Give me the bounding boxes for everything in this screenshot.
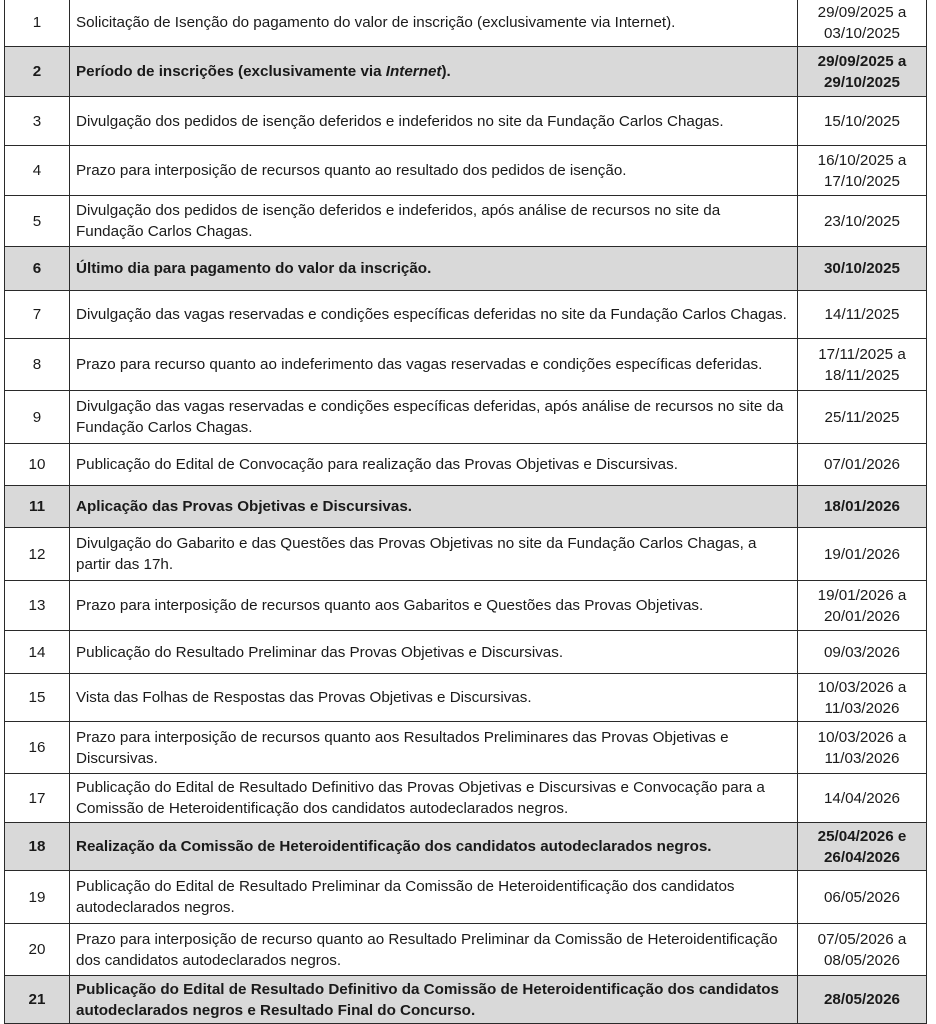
row-description — [70, 47, 798, 97]
table-row — [5, 528, 927, 581]
row-number: 20 — [5, 924, 70, 976]
table-row — [5, 291, 927, 339]
table-row-highlighted — [5, 976, 927, 1024]
description-text-end: ). — [441, 63, 451, 80]
row-description: Publicação do Resultado Preliminar das Provas Objetivas e Discursivas. — [70, 631, 798, 674]
row-date: 14/04/2026 — [798, 774, 927, 823]
row-number: 13 — [5, 581, 70, 631]
row-number: 17 — [5, 774, 70, 823]
row-number: 10 — [5, 444, 70, 486]
row-description: Vista das Folhas de Respostas das Provas Objetivas e Discursivas. — [70, 674, 798, 722]
row-description: Solicitação de Isenção do pagamento do valor de inscrição (exclusivamente via Internet). — [70, 0, 798, 47]
row-date: 07/01/2026 — [798, 444, 927, 486]
row-description: Publicação do Edital de Resultado Definitivo das Provas Objetivas e Discursivas e Convocação para a Comissão de Heteroidentificação dos candidatos autodeclarados negros. — [70, 774, 798, 823]
row-date: 19/01/2026 a 20/01/2026 — [798, 581, 927, 631]
table-row — [5, 97, 927, 146]
schedule-table-body — [5, 0, 927, 1024]
row-date: 19/01/2026 — [798, 528, 927, 581]
table-row — [5, 674, 927, 722]
row-number: 21 — [5, 976, 70, 1024]
row-number: 8 — [5, 339, 70, 391]
table-row-highlighted — [5, 486, 927, 528]
row-number: 9 — [5, 391, 70, 444]
row-number: 1 — [5, 0, 70, 47]
row-date: 17/11/2025 a 18/11/2025 — [798, 339, 927, 391]
table-row-highlighted — [5, 47, 927, 97]
row-number: 6 — [5, 247, 70, 291]
row-number: 7 — [5, 291, 70, 339]
table-row — [5, 581, 927, 631]
table-row — [5, 871, 927, 924]
row-date: 28/05/2026 — [798, 976, 927, 1024]
row-number: 15 — [5, 674, 70, 722]
row-number: 2 — [5, 47, 70, 97]
row-description: Divulgação das vagas reservadas e condições específicas deferidas no site da Fundação Carlos Chagas. — [70, 291, 798, 339]
row-date: 30/10/2025 — [798, 247, 927, 291]
row-description: Divulgação das vagas reservadas e condições específicas deferidas, após análise de recursos no site da Fundação Carlos Chagas. — [70, 391, 798, 444]
row-description: Prazo para interposição de recursos quanto aos Gabaritos e Questões das Provas Objetivas. — [70, 581, 798, 631]
row-description: Prazo para interposição de recursos quanto aos Resultados Preliminares das Provas Objetivas e Discursivas. — [70, 722, 798, 774]
row-date: 18/01/2026 — [798, 486, 927, 528]
row-date: 15/10/2025 — [798, 97, 927, 146]
table-row — [5, 391, 927, 444]
row-number: 14 — [5, 631, 70, 674]
row-date: 06/05/2026 — [798, 871, 927, 924]
row-number: 11 — [5, 486, 70, 528]
row-number: 4 — [5, 146, 70, 196]
row-date: 10/03/2026 a 11/03/2026 — [798, 722, 927, 774]
table-row — [5, 444, 927, 486]
row-number: 12 — [5, 528, 70, 581]
row-description: Publicação do Edital de Resultado Definitivo da Comissão de Heteroidentificação dos candidatos autodeclarados negros e Resultado Final do Concurso. — [70, 976, 798, 1024]
description-emphasis: Internet — [385, 63, 442, 80]
row-description: Divulgação dos pedidos de isenção deferidos e indeferidos no site da Fundação Carlos Chagas. — [70, 97, 798, 146]
table-row — [5, 0, 927, 47]
row-date: 29/09/2025 a 29/10/2025 — [798, 47, 927, 97]
row-description: Publicação do Edital de Resultado Preliminar da Comissão de Heteroidentificação dos candidatos autodeclarados negros. — [70, 871, 798, 924]
row-number: 5 — [5, 196, 70, 247]
row-date: 29/09/2025 a 03/10/2025 — [798, 0, 927, 47]
table-row — [5, 924, 927, 976]
row-date: 09/03/2026 — [798, 631, 927, 674]
description-text: Período de inscrições (exclusivamente via — [76, 63, 386, 80]
row-description: Aplicação das Provas Objetivas e Discursivas. — [70, 486, 798, 528]
table-row-highlighted — [5, 247, 927, 291]
row-description: Prazo para interposição de recursos quanto ao resultado dos pedidos de isenção. — [70, 146, 798, 196]
table-row — [5, 631, 927, 674]
row-description: Divulgação do Gabarito e das Questões das Provas Objetivas no site da Fundação Carlos Chagas, a partir das 17h. — [70, 528, 798, 581]
table-row — [5, 722, 927, 774]
row-description: Prazo para interposição de recurso quanto ao Resultado Preliminar da Comissão de Heteroidentificação dos candidatos autodeclarados negros. — [70, 924, 798, 976]
table-row — [5, 196, 927, 247]
row-description: Divulgação dos pedidos de isenção deferidos e indeferidos, após análise de recursos no site da Fundação Carlos Chagas. — [70, 196, 798, 247]
row-description: Realização da Comissão de Heteroidentificação dos candidatos autodeclarados negros. — [70, 823, 798, 871]
row-date: 10/03/2026 a 11/03/2026 — [798, 674, 927, 722]
row-date: 16/10/2025 a 17/10/2025 — [798, 146, 927, 196]
row-date: 25/11/2025 — [798, 391, 927, 444]
row-date: 07/05/2026 a 08/05/2026 — [798, 924, 927, 976]
row-description: Prazo para recurso quanto ao indeferimento das vagas reservadas e condições específicas deferidas. — [70, 339, 798, 391]
row-description: Publicação do Edital de Convocação para realização das Provas Objetivas e Discursivas. — [70, 444, 798, 486]
table-row-highlighted — [5, 823, 927, 871]
row-date: 14/11/2025 — [798, 291, 927, 339]
row-number: 19 — [5, 871, 70, 924]
table-row — [5, 339, 927, 391]
table-row — [5, 774, 927, 823]
schedule-table — [4, 0, 927, 1024]
row-date: 25/04/2026 e 26/04/2026 — [798, 823, 927, 871]
row-description: Último dia para pagamento do valor da inscrição. — [70, 247, 798, 291]
row-number: 18 — [5, 823, 70, 871]
row-number: 16 — [5, 722, 70, 774]
table-row — [5, 146, 927, 196]
row-date: 23/10/2025 — [798, 196, 927, 247]
row-number: 3 — [5, 97, 70, 146]
